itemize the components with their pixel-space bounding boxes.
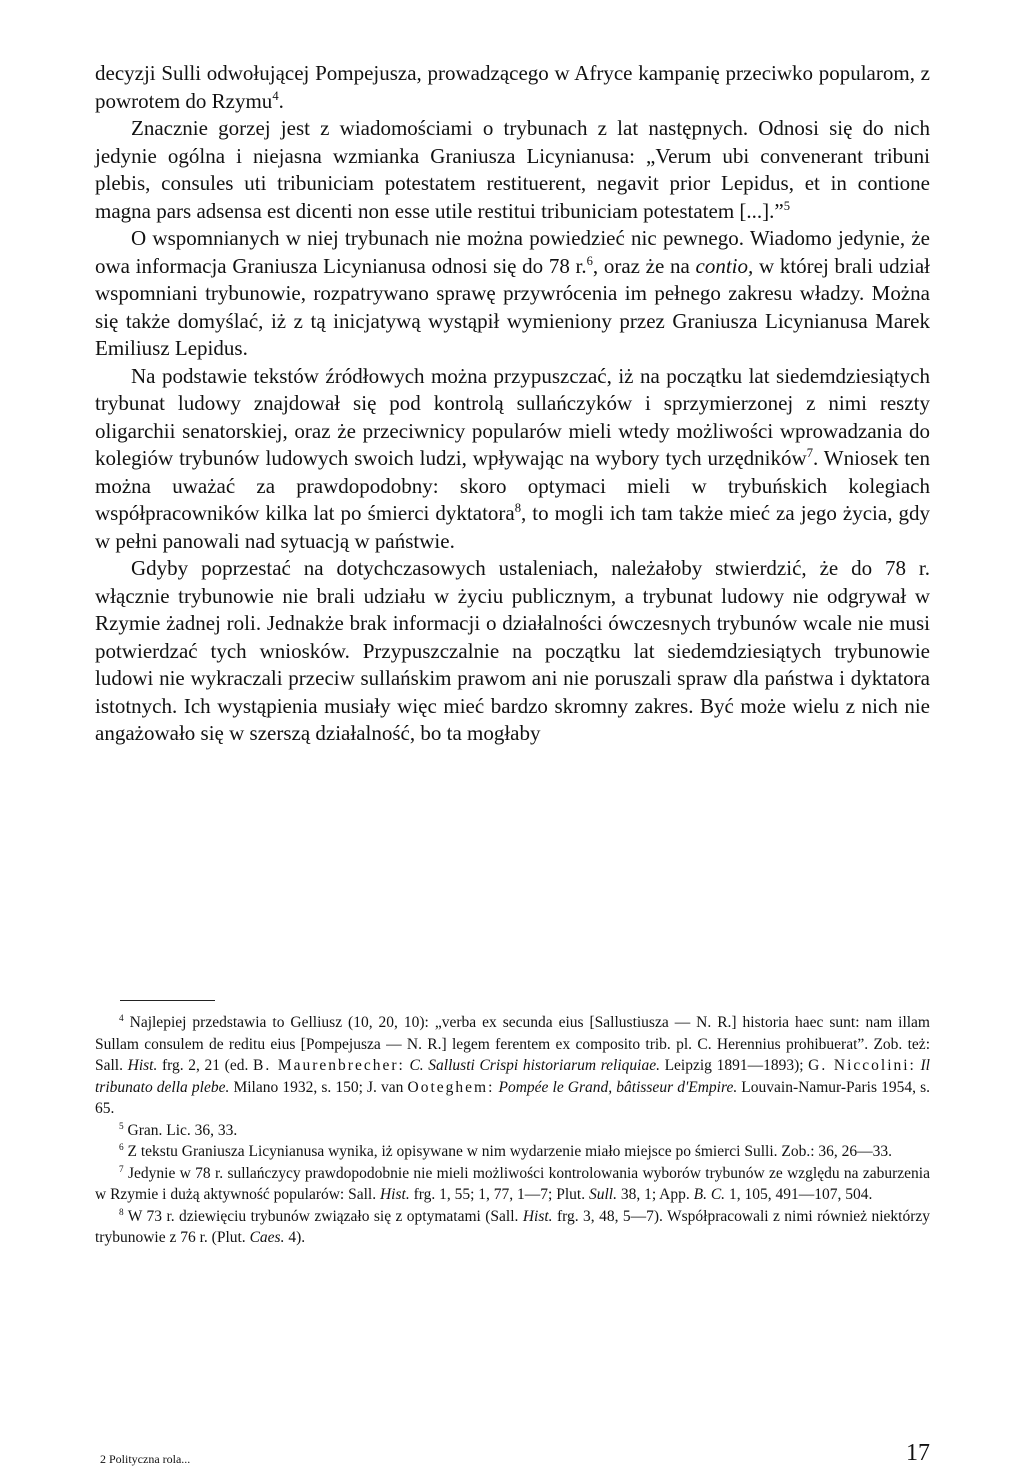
text-run: Jedynie w 78 r. sullańczycy prawdopodobnie nie mieli możliwości kontrolowania wyborów trybunów ze względu na zaburzenia w Rzymie i dużą aktywność popularów: Sall. xyxy=(95,1164,930,1203)
text-run: frg. 2, 21 (ed. xyxy=(157,1057,253,1074)
text-run: Il tribunato della plebe. xyxy=(95,1057,930,1096)
printer-signature: 2 Polityczna rola... xyxy=(100,1452,191,1466)
text-run: Milano 1932, s. 150; J. van xyxy=(229,1078,408,1096)
footnote-ref: 5 xyxy=(119,1121,124,1132)
text-run: 38, 1; App. xyxy=(616,1186,694,1203)
text-run: Gdyby poprzestać na dotychczasowych ustaleniach, należałoby stwierdzić, że do 78 r. włącznie trybunowie nie brali udziału w życiu publicznym, a trybunat ludowy nie odgrywał w Rzymie żadnej roli. Jednakże brak informacji o działalności ówczesnych trybunów wcale nie musi potwierdzać tych wniosków. Przypuszczalnie na początku lat siedemdziesiątych trybunowie ludowi nie wykraczali przeciw sullańskim prawom ani nie poruszali spraw dla państwa i dyktatora istotnych. Ich wystąpienia musiały więc mieć bardzo skromny zakres. Być może wielu z nich nie angażowało się w szerszą działalność, bo ta mogłaby xyxy=(95,556,930,745)
footnote-ref: 6 xyxy=(119,1142,124,1153)
page-number: 17 xyxy=(906,1440,930,1466)
text-run: C. Sallusti Crispi historiarum reliquiae. xyxy=(409,1057,660,1074)
text-run: G. Niccolini: xyxy=(808,1057,916,1074)
main-text xyxy=(95,60,930,748)
text-run: Louvain-Namur-Paris 1954, s. 65. xyxy=(95,1078,931,1117)
footnote-ref: 4 xyxy=(272,88,279,103)
footnote-ref: 7 xyxy=(119,1164,124,1175)
text-run: decyzji Sulli odwołującej Pompejusza, prowadzącego w Afryce kampanię przeciwko popularom, z powrotem do Rzymu xyxy=(95,61,930,113)
paragraph xyxy=(95,60,930,115)
text-run: Hist. xyxy=(379,1186,410,1203)
footnote xyxy=(95,1120,930,1142)
text-run: Pompée le Grand, bâtisseur d'Empire. xyxy=(498,1078,738,1096)
text-run: Hist. xyxy=(522,1207,553,1225)
footnote-ref: 4 xyxy=(119,1013,124,1024)
text-run: frg. 1, 55; 1, 77, 1—7; Plut. xyxy=(409,1186,589,1203)
text-run: 4). xyxy=(284,1229,306,1246)
text-run: W 73 r. dziewięciu trybunów związało się z optymatami (Sall. xyxy=(123,1207,523,1225)
footnote-ref: 6 xyxy=(586,253,593,268)
text-run: B. C. xyxy=(693,1186,726,1203)
footnote-ref: 5 xyxy=(783,198,791,213)
footnote xyxy=(95,1206,930,1249)
paragraph xyxy=(95,363,930,556)
text-run: 1, 105, 491—107, 504. xyxy=(725,1186,873,1203)
footnotes xyxy=(95,1012,930,1249)
footnote-ref: 8 xyxy=(119,1207,124,1218)
text-run: Sull. xyxy=(588,1186,617,1203)
text-run: Gran. Lic. 36, 33. xyxy=(123,1121,238,1139)
text-run: O wspomnianych w niej trybunach nie można powiedzieć nic pewnego. Wiadomo jedynie, że owa informacja Graniusza Licynianusa odnosi się do 78 r. xyxy=(95,226,930,278)
text-run: frg. 3, 48, 5—7). Współpracowali z nimi również niektórzy trybunowie z 76 r. (Plut. xyxy=(95,1207,930,1246)
text-run: Leipzig 1891—1893); xyxy=(659,1057,809,1074)
text-run: Hist. xyxy=(127,1057,158,1074)
text-run: Znacznie gorzej jest z wiadomościami o trybunach z lat następnych. Odnosi się do nich jedynie ogólna i niejasna wzmianka Graniusza Licynianusa: „Verum ubi convenerant tribuni plebis, consules uti tribuniciam potestatem restituerent, negavit prior Lepidus, et in contione magna pars adsensa est dicenti non esse utile restitui tribuniciam potestatem [...].” xyxy=(95,116,930,223)
paragraph xyxy=(95,555,930,748)
text-run: . Wniosek ten można uważać za prawdopodobny: skoro optymaci mieli w trybuńskich kolegiach współpracowników kilka lat po śmierci dyktatora xyxy=(95,446,930,525)
text-run: Na podstawie tekstów źródłowych można przypuszczać, iż na początku lat siedemdziesiątych trybunat ludowy znajdował się pod kontrolą sullańczyków i sprzymierzonej z nimi reszty oligarchii senatorskiej, oraz że przeciwnicy popularów mieli wtedy możliwości wprowadzania do kolegiów trybunów ludowych swoich ludzi, wpływając na wybory tych urzędników xyxy=(95,363,930,470)
text-run: Najlepiej przedstawia to Gelliusz (10, 20, 10): „verba ex secunda eius [Sallustiusza — N. R.] historia haec sunt: nam illam Sullam consulem de reditu eius [Pompejusza — N. R.] legem ferentem ex composito trib. pl. C. Herennius prohibuerat”. Zob. też: Sall. xyxy=(95,1014,930,1074)
text-run: Z tekstu Graniusza Licynianusa wynika, iż opisywane w nim wydarzenie miało miejsce po śmierci Sulli. Zob.: 36, 26—33. xyxy=(123,1143,893,1160)
footnote xyxy=(95,1012,930,1120)
text-run: , oraz że na xyxy=(592,253,696,278)
footnote-ref: 7 xyxy=(806,446,813,460)
text-run: w której brali udział wspomniani trybunowie, rozpatrywano sprawę przywrócenia im pełnego zakresu władzy. Można się także domyślać, iż z tą inicjatywą wystąpił wymieniony przez Graniusza Licynianusa Marek Emiliusz Lepidus. xyxy=(95,253,930,360)
text-run: Caes. xyxy=(249,1229,285,1246)
text-run: . xyxy=(278,88,284,113)
footnote-divider xyxy=(120,1000,215,1001)
text-run: Ooteghem: xyxy=(407,1078,495,1096)
paragraph xyxy=(95,115,930,225)
text-run: contio, xyxy=(695,253,754,278)
text-run: , to mogli ich tam także mieć za jego życia, gdy w pełni panowali nad sytuacją w państwie. xyxy=(95,501,930,553)
footnote-ref: 8 xyxy=(514,501,522,515)
text-run: B. Maurenbrecher: xyxy=(252,1057,405,1074)
footnote xyxy=(95,1141,930,1163)
footnote xyxy=(95,1163,930,1206)
paragraph xyxy=(95,225,930,363)
